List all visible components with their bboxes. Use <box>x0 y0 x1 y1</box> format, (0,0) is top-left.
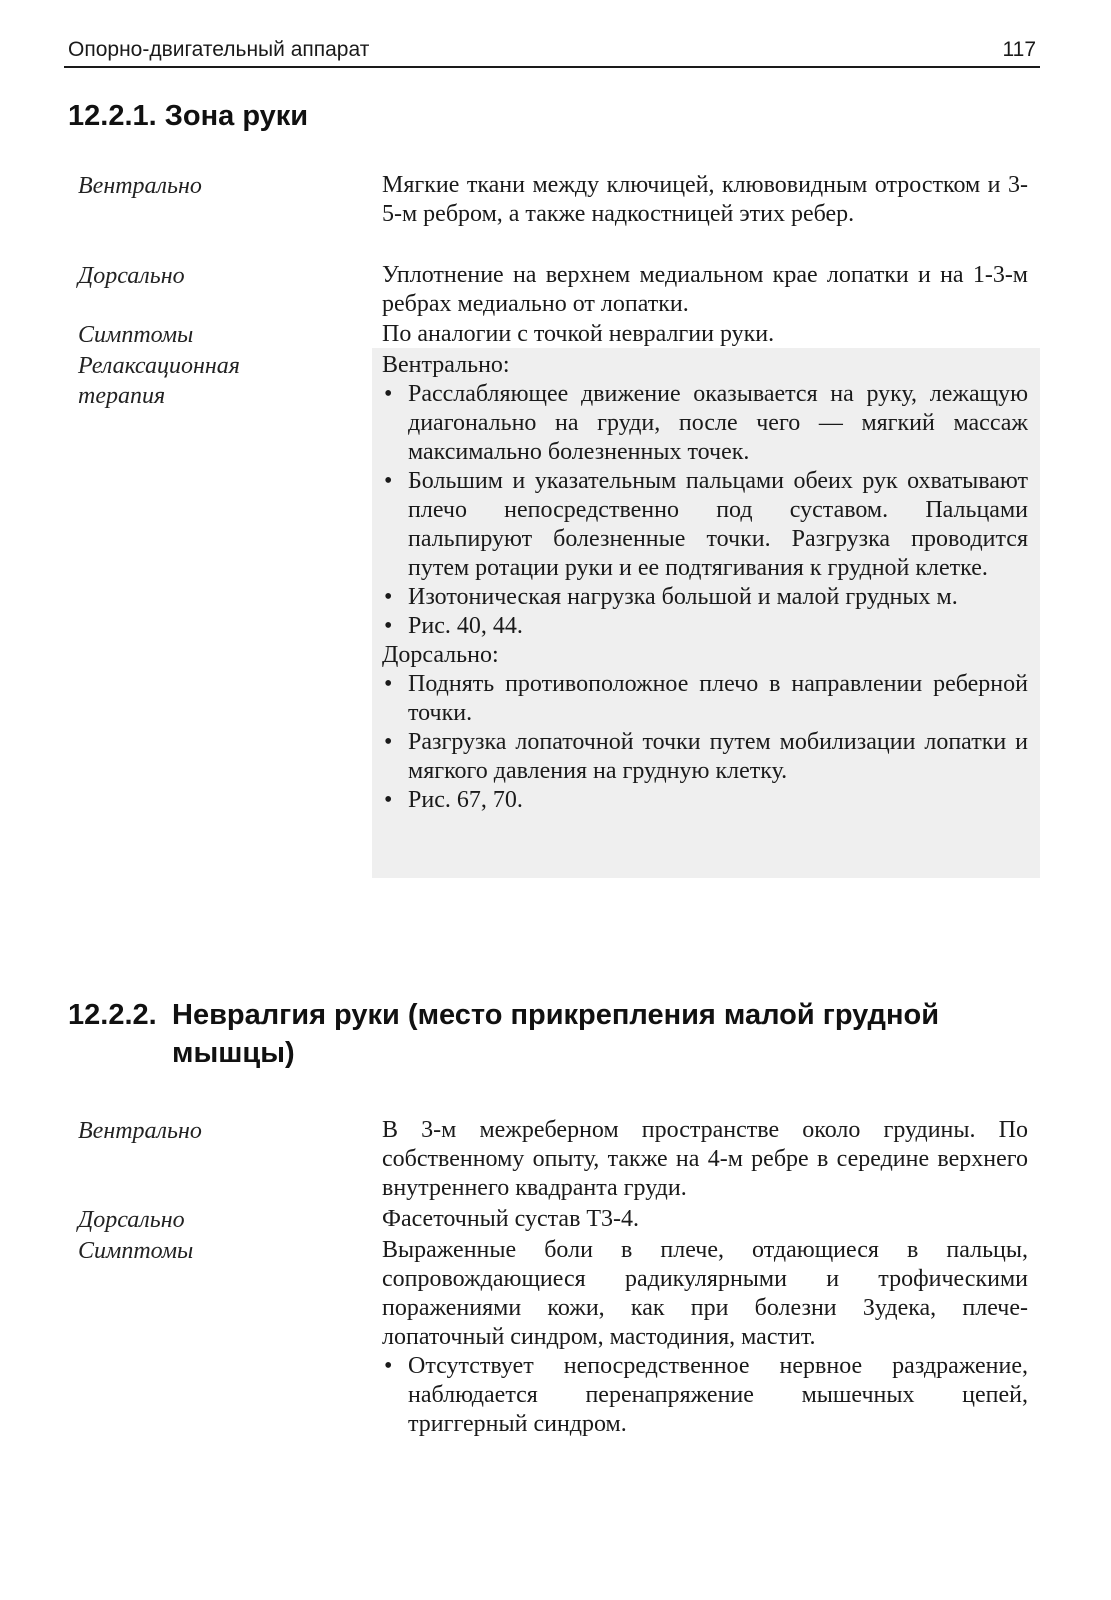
section-title: Зона руки <box>164 100 309 132</box>
list-item: • Поднять противоположное плечо в направлении реберной точки. <box>382 670 1028 728</box>
therapy-dorsal-heading: Дорсально: <box>382 642 499 668</box>
list-item: • Изотоническая нагрузка большой и малой грудных м. <box>382 583 1028 612</box>
therapy-label: Релаксационная терапия <box>78 353 240 409</box>
therapy-dorsal-list <box>382 670 1028 815</box>
list-item: • Рис. 67, 70. <box>382 786 1028 815</box>
dorsal-text: Уплотнение на верхнем медиальном крае лопатки и на 1-3-м ребрах медиально от лопатки. <box>382 262 1028 317</box>
ventral-label: Вентрально <box>78 173 202 199</box>
list-item: • Большим и указательным пальцами обеих рук охватывают плечо непосредственно под суставом. Пальцами пальпируют болезненные точки. Разгрузка проводится путем ротации руки и ее подтягивания к грудной клетке. <box>382 467 1028 583</box>
section-number: 12.2.1. <box>68 100 157 132</box>
dorsal-label: Дорсально <box>78 1207 185 1233</box>
ventral-text: Мягкие ткани между ключицей, клювовидным отростком и 3-5-м ребром, а также надкостницей этих ребер. <box>382 172 1028 227</box>
symptoms-list <box>382 1352 1028 1439</box>
page-number: 117 <box>1002 38 1036 61</box>
ventral-text: В 3-м межреберном пространстве около грудины. По собственному опыту, также на 4-м ребре в середине верхнего внутреннего квадранта груди. <box>382 1117 1028 1201</box>
symptoms-label: Симптомы <box>78 322 194 348</box>
symptoms-text: Выраженные боли в плече, отдающиеся в пальцы, сопровождающиеся радикулярными и трофическими поражениями кожи, как при болезни Зудека, плече-лопаточный синдром, мастодиния, мастит. <box>382 1237 1028 1350</box>
symptoms-label: Симптомы <box>78 1238 194 1264</box>
symptoms-text: По аналогии с точкой невралгии руки. <box>382 321 775 347</box>
ventral-label: Вентрально <box>78 1118 202 1144</box>
list-item: • Рис. 40, 44. <box>382 612 1028 641</box>
section-heading-12-2-1 <box>68 97 308 135</box>
therapy-ventral-heading: Вентрально: <box>382 352 510 378</box>
list-item: • Разгрузка лопаточной точки путем мобилизации лопатки и мягкого давления на грудную клетку. <box>382 728 1028 786</box>
dorsal-text: Фасеточный сустав Т3-4. <box>382 1206 640 1232</box>
therapy-ventral-list <box>382 380 1028 641</box>
symptoms-content <box>382 1236 1028 1439</box>
running-head-title: Опорно-двигательный аппарат <box>68 38 370 61</box>
list-item: • Отсутствует непосредственное нервное раздражение, наблюдается перенапряжение мышечных цепей, триггерный синдром. <box>382 1352 1028 1439</box>
section-heading-12-2-2 <box>68 996 1048 1072</box>
running-head <box>64 34 1040 68</box>
section-number: 12.2.2. <box>68 999 157 1031</box>
dorsal-label: Дорсально <box>78 263 185 289</box>
section-title: Невралгия руки (место прикрепления малой грудной мышцы) <box>172 999 940 1069</box>
therapy-content <box>382 351 1028 815</box>
list-item: • Расслабляющее движение оказывается на руку, лежащую диагонально на груди, после чего — мягкий массаж максимально болезненных точек. <box>382 380 1028 467</box>
